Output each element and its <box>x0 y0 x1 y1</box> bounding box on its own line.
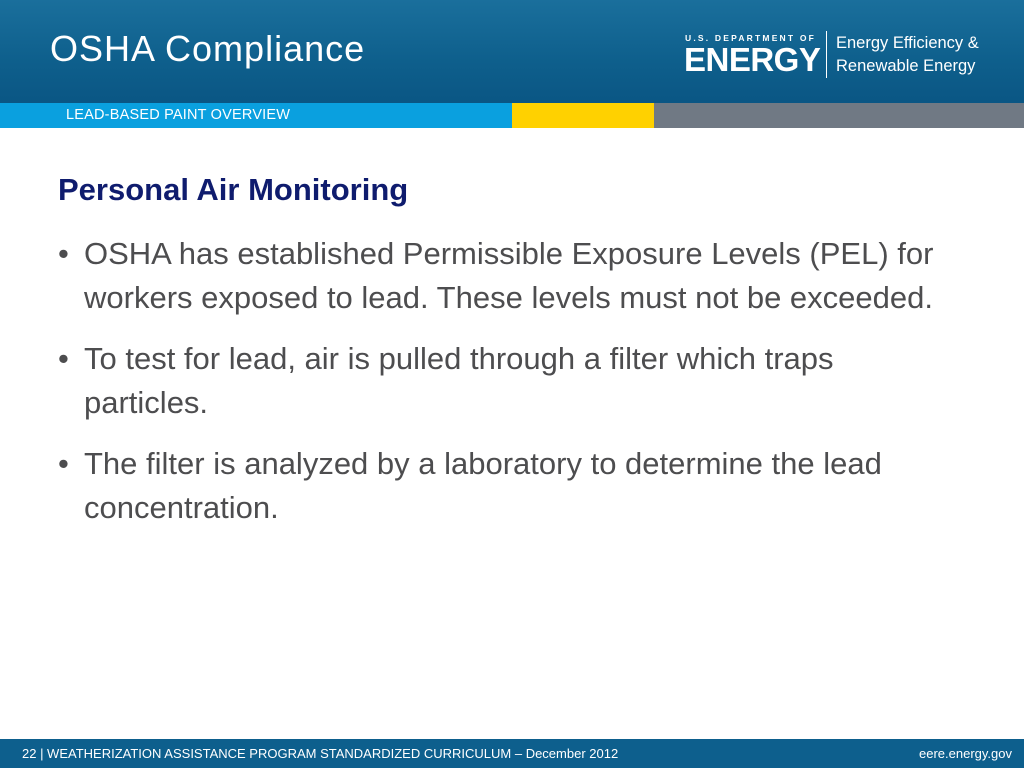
bullet-marker: • <box>58 236 69 271</box>
bullet-text: To test for lead, air is pulled through a filter which traps particles. <box>84 341 834 420</box>
bullet-list <box>58 232 958 547</box>
logo-department-text: U.S. DEPARTMENT OF <box>685 33 817 43</box>
slide-heading: Personal Air Monitoring <box>58 172 409 207</box>
logo-energy-text: ENERGY <box>684 41 821 78</box>
bullet-text: The filter is analyzed by a laboratory to determine the lead concentration. <box>84 446 882 525</box>
bullet-marker: • <box>58 341 69 376</box>
band-yellow <box>512 103 654 128</box>
bullet-marker: • <box>58 446 69 481</box>
footer-caption: 22 | WEATHERIZATION ASSISTANCE PROGRAM STANDARDIZED CURRICULUM – December 2012 <box>22 746 619 761</box>
section-label: LEAD-BASED PAINT OVERVIEW <box>66 107 291 123</box>
doe-energy-logo <box>684 33 819 77</box>
office-name <box>836 32 979 78</box>
bullet-item <box>58 442 958 530</box>
office-name-line1: Energy Efficiency & <box>836 34 979 52</box>
bullet-item <box>58 232 958 320</box>
logo-divider <box>826 31 827 78</box>
office-name-line2: Renewable Energy <box>836 57 976 75</box>
footer-website: eere.energy.gov <box>919 746 1012 761</box>
bullet-item <box>58 337 958 425</box>
band-gray <box>654 103 1024 128</box>
bullet-text: OSHA has established Permissible Exposure Levels (PEL) for workers exposed to lead. These levels must not be exceeded. <box>84 236 934 315</box>
page-title: OSHA Compliance <box>50 28 366 69</box>
